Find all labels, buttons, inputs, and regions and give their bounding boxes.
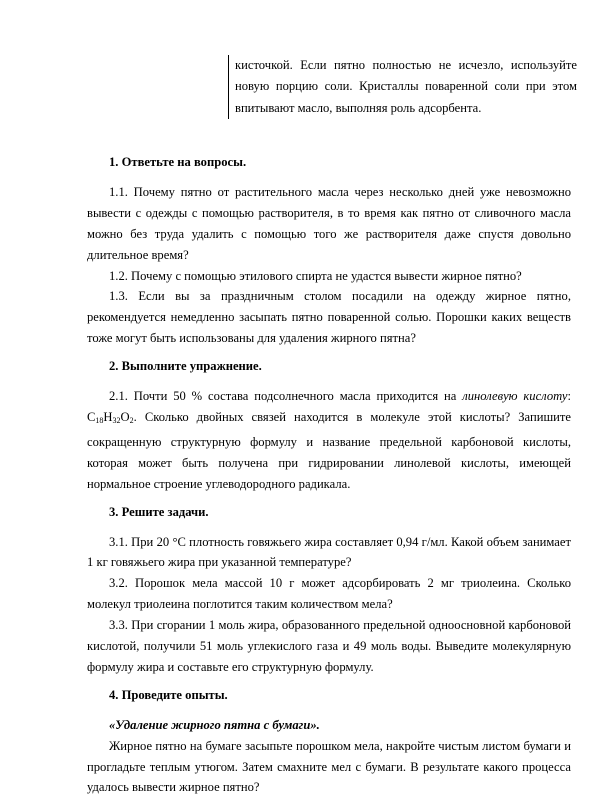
linoleic-acid-term: линолевую кислоту: [462, 389, 568, 404]
section-2-heading: 2. Выполните упражнение.: [109, 359, 262, 374]
main-content: [87, 152, 571, 798]
section-1-heading: 1. Ответьте на вопросы.: [109, 155, 247, 169]
question-1-3: 1.3. Если вы за праздничным столом посадили на одежду жирное пятно, рекомендуется немедленно засыпать пятно поваренной солью. Порошки каких веществ тоже могут быть использованы для удаления жирного пятна?: [87, 289, 571, 346]
boxed-instruction-text: кисточкой. Если пятно полностью не исчезло, используйте новую порцию соли. Кристаллы поваренной соли при этом впитывают масло, выполняя роль адсорбента.: [228, 55, 577, 119]
section-4-heading: 4. Проведите опыты.: [109, 687, 228, 702]
question-3-3: 3.3. При сгорании 1 моль жира, образованного предельной одноосновной карбоновой кислотой, получили 51 моль углекислого газа и 49 моль воды. Выведите молекулярную формулу жира и составьте его структурную формулу.: [87, 618, 571, 674]
linoleic-acid-formula: $C_{18}H_{32}O_2$: [87, 409, 134, 425]
question-3-1: 3.1. При 20 °C плотность говяжьего жира составляет 0,94 г/мл. Какой объем занимает 1 кг говяжьего жира при указанной температуре?: [87, 534, 571, 570]
section-3-heading: 3. Решите задачи.: [109, 504, 209, 519]
question-2-1: 2.1. Почти 50 % состава подсолнечного масла приходится на линолевую кислоту: $C_{18}H_{32}O_2$. Сколько двойных связей находится в молекуле этой кислоты? Запишите сокращенную структурную формулу и название предельной карбоновой кислоты, которая может быть получена при гидрировании линолевой кислоты, имеющей нормальное строение углеводородного радикала.: [87, 389, 571, 491]
experiment-title: «Удаление жирного пятна с бумаги».: [109, 717, 320, 732]
question-2-1-text: . Сколько двойных связей находится в молекуле этой кислоты? Запишите сокращенную структурную формулу и название предельной карбоновой кислоты, которая может быть получена при гидрировании линолевой кислоты, имеющей нормальное строение углеводородного радикала.: [87, 409, 571, 491]
question-3-2: 3.2. Порошок мела массой 10 г может адсорбировать 2 мг триолеина. Сколько молекул триолеина поглотится таким количеством мела?: [87, 576, 571, 612]
question-2-1-intro: 2.1. Почти 50 % состава подсолнечного масла приходится на: [109, 389, 457, 404]
question-1-1: 1.1. Почему пятно от растительного масла через несколько дней уже невозможно вывести с одежды с помощью растворителя, в то время как пятно от сливочного масла можно без труда удалить с помощью того же растворителя даже спустя довольно длительное время?: [87, 184, 571, 262]
question-1-2: 1.2. Почему с помощью этилового спирта не удастся вывести жирное пятно?: [109, 268, 522, 283]
experiment-text: Жирное пятно на бумаге засыпьте порошком мела, накройте чистым листом бумаги и прогладьте теплым утюгом. Затем смахните мел с бумаги. В результате какого процесса удалось вывести жирное пятно?: [87, 738, 571, 795]
